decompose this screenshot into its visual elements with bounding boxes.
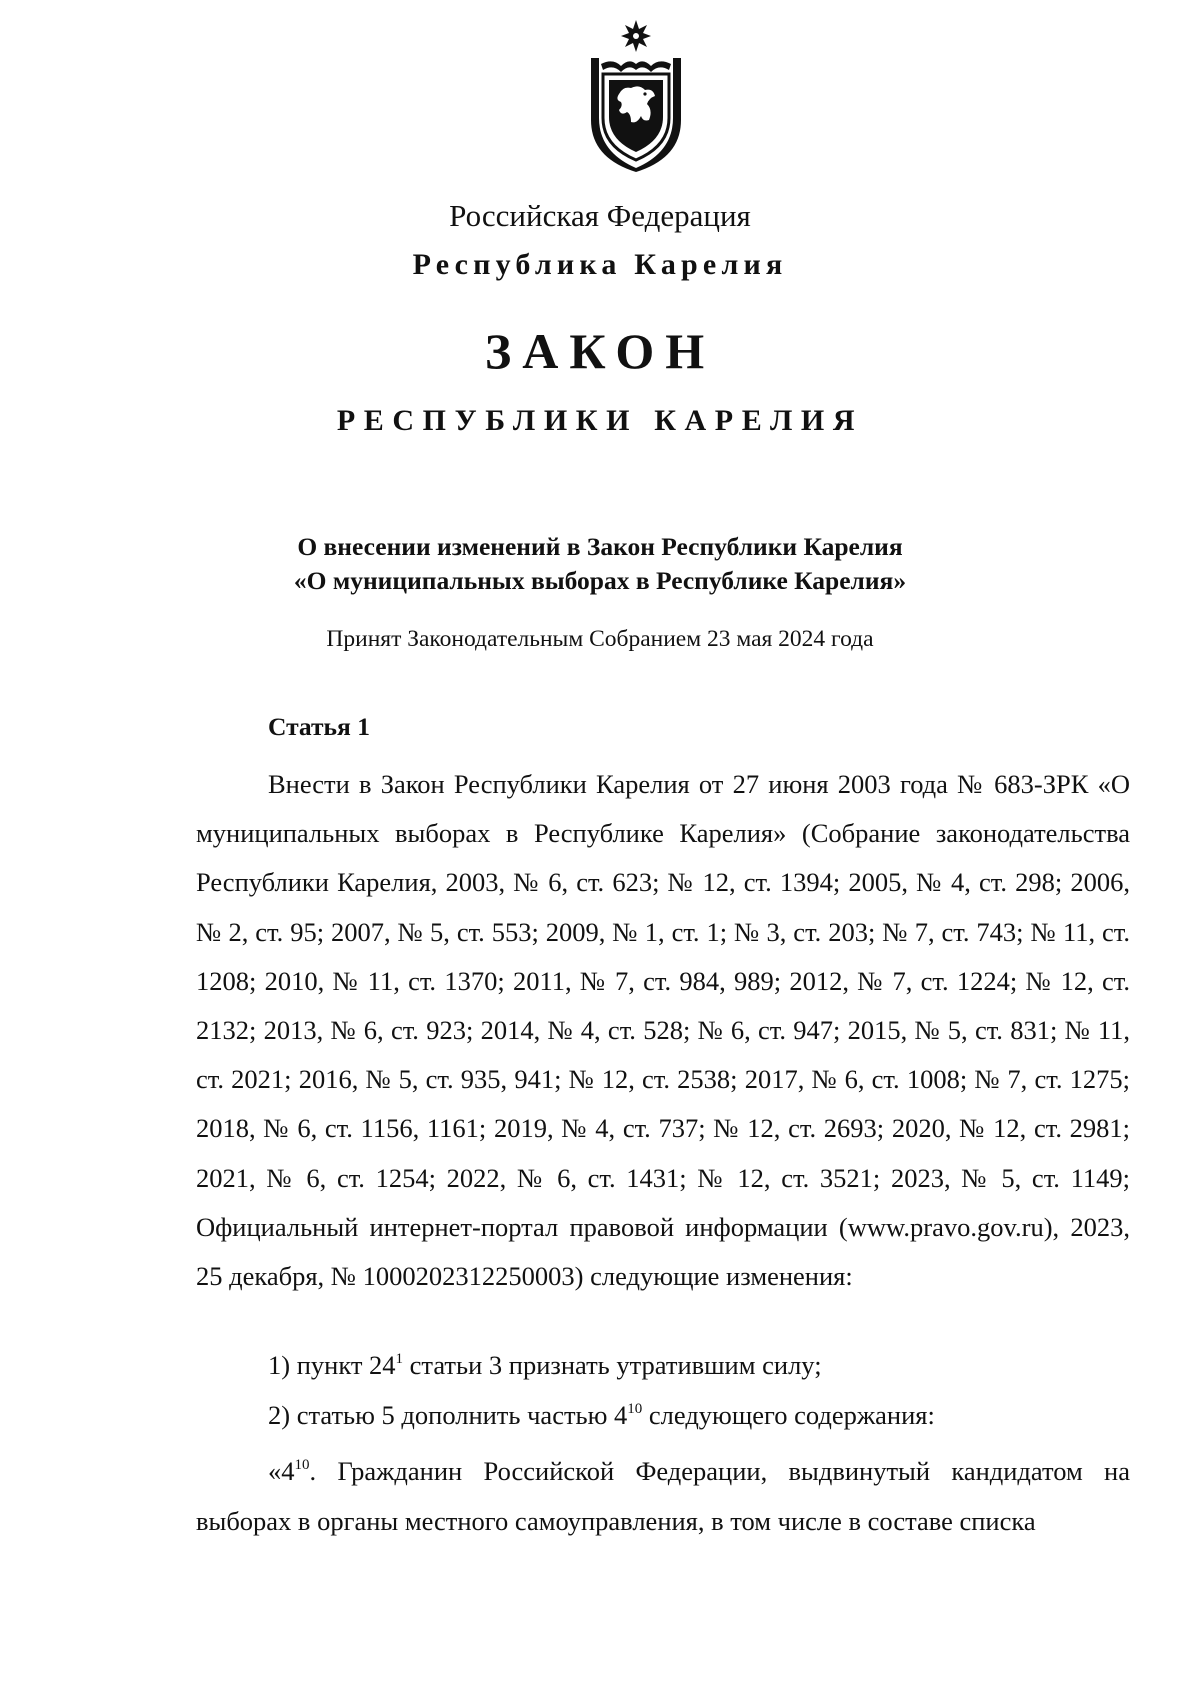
article-intro-paragraph: Внести в Закон Республики Карелия от 27 июня 2003 года № 683-ЗРК «О муниципальных выборах в Республике Карелия» (Собрание законодательства Республики Карелия, 2003, № 6, ст. 623; № 12, ст. 1394; 2005, № 4, ст. 298; 2006, № 2, ст. 95; 2007, № 5, ст. 553; 2009, № 1, ст. 1; № 3, ст. 203; № 7, ст. 743; № 11, ст. 1208; 2010, № 11, ст. 1370; 2011, № 7, ст. 984, 989; 2012, № 7, ст. 1224; № 12, ст. 2132; 2013, № 6, ст. 923; 2014, № 4, ст. 528; № 6, ст. 947; 2015, № 5, ст. 831; № 11, ст. 2021; 2016, № 5, ст. 935, 941; № 12, ст. 2538; 2017, № 6, ст. 1008; № 7, ст. 1275; 2018, № 6, ст. 1156, 1161; 2019, № 4, ст. 737; № 12, ст. 2693; 2020, № 12, ст. 2981; 2021, № 6, ст. 1254; 2022, № 6, ст. 1431; № 12, ст. 3521; 2023, № 5, ст. 1149; Официальный интернет-портал правовой информации (www.pravo.gov.ru), 2023, 25 декабря, № 1000202312250003) следующие изменения:	[196, 769, 1130, 1292]
amendment-item-2-sup: 10	[627, 1401, 643, 1417]
amendment-item-2-suffix: следующего содержания:	[642, 1400, 935, 1430]
coat-of-arms-emblem-icon	[583, 18, 689, 172]
quoted-part-paragraph	[196, 1447, 1130, 1546]
adoption-note: Принят Законодательным Собранием 23 мая 2024 года	[326, 626, 874, 652]
quoted-part-sup: 10	[294, 1457, 310, 1473]
quoted-part-prefix: «4	[268, 1456, 295, 1486]
amendment-item-1-sup: 1	[395, 1351, 404, 1367]
article-heading: Статья 1	[268, 712, 370, 741]
coat-of-arms	[583, 18, 689, 172]
quoted-part-text: . Гражданин Российской Федерации, выдвинутый кандидатом на выборах в органы местного самоуправления, в том числе в составе списка	[196, 1456, 1130, 1536]
amendment-item-1	[268, 1350, 822, 1381]
republic-name: Республика Карелия	[412, 248, 788, 281]
document-type: ЗАКОН	[484, 323, 716, 379]
amendment-item-1-prefix: 1) пункт 24	[268, 1350, 396, 1380]
law-title	[0, 530, 1200, 598]
document-issuer: РЕСПУБЛИКИ КАРЕЛИЯ	[336, 404, 864, 437]
law-title-line-1: О внесении изменений в Закон Республики Карелия	[297, 532, 903, 561]
amendment-item-1-suffix: статьи 3 признать утратившим силу;	[403, 1350, 822, 1380]
amendment-item-2-prefix: 2) статью 5 дополнить частью 4	[268, 1400, 628, 1430]
amendment-item-2	[268, 1400, 935, 1431]
law-title-line-2: «О муниципальных выборах в Республике Карелия»	[293, 566, 907, 595]
country-name: Российская Федерация	[449, 198, 751, 233]
